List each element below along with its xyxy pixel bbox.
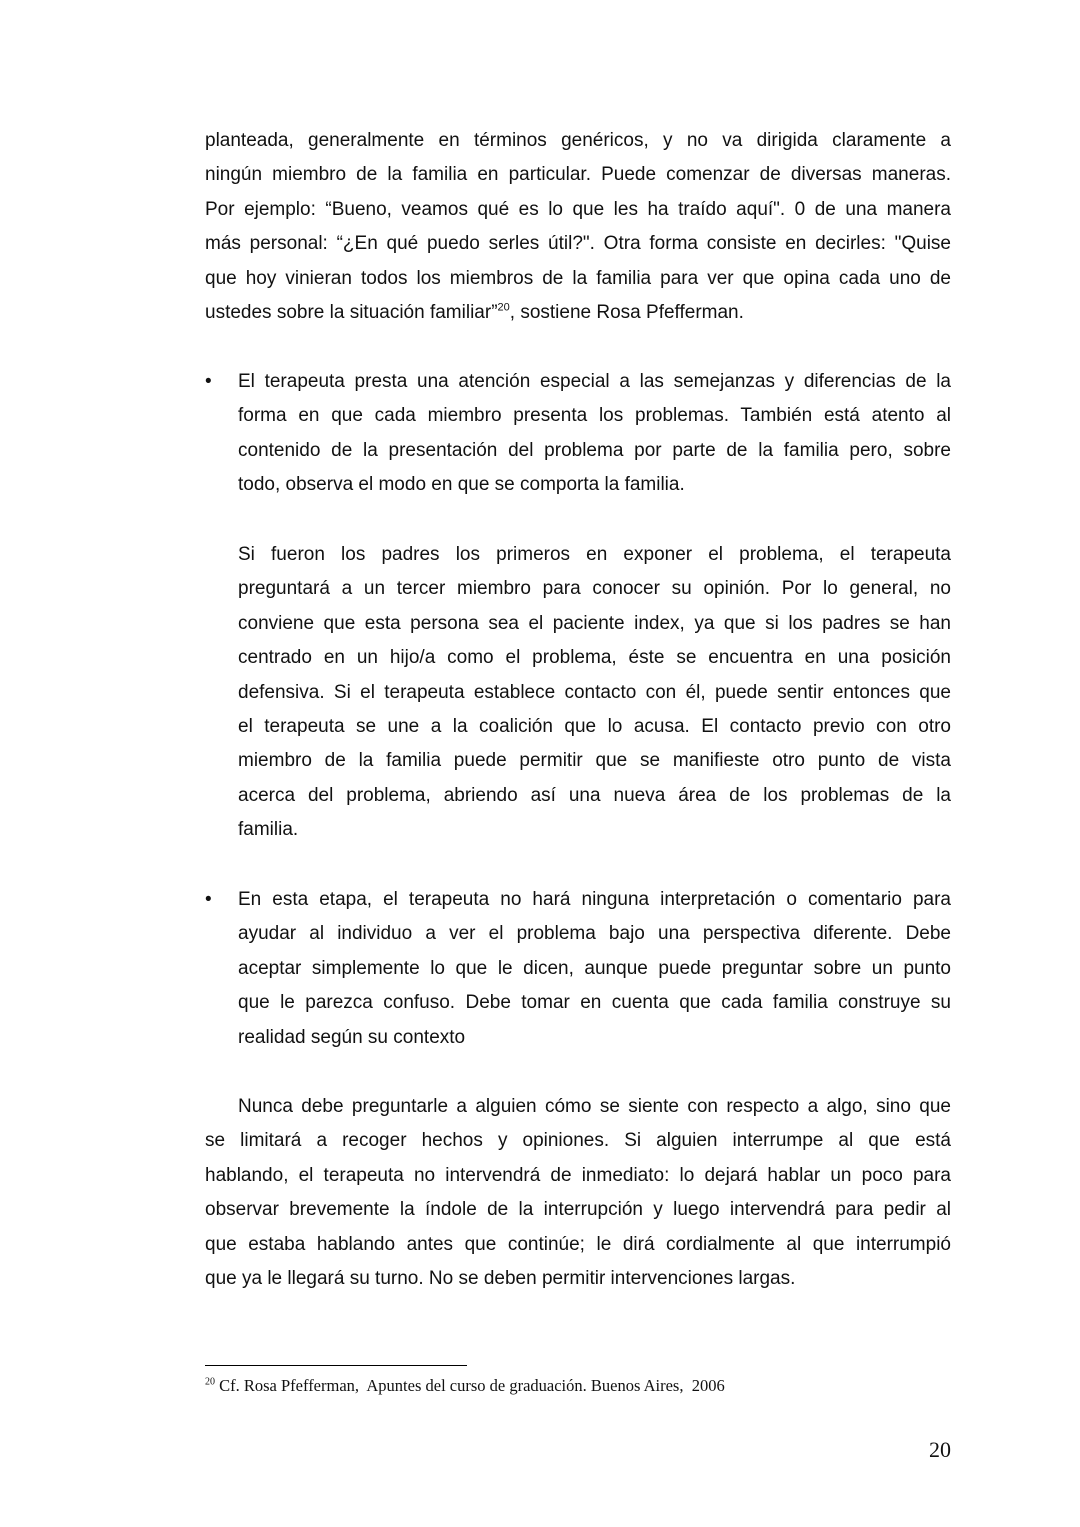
text-line: planteada, generalmente en términos genéricos, y no va dirigida claramente a: [205, 130, 951, 151]
bullet-item-2: [205, 883, 951, 1055]
text-line: Por ejemplo: “Bueno, veamos qué es lo que les ha traído aquí". 0 de una manera: [205, 198, 951, 220]
text-segment: , sostiene Rosa Pfefferman.: [509, 301, 744, 323]
text-line: miembro de la familia puede permitir que se manifieste otro punto de vista: [238, 750, 951, 772]
text-line: El terapeuta presta una atención especial a las semejanzas y diferencias de la: [238, 371, 951, 392]
text-line: conviene que esta persona sea el paciente index, ya que si los padres se han: [238, 612, 951, 634]
text-line: que le parezca confuso. Debe tomar en cuenta que cada familia construye su: [238, 992, 951, 1014]
text-line: que hoy vinieran todos los miembros de la familia para ver que opina cada uno de: [205, 267, 951, 289]
bullet-icon: •: [205, 889, 212, 910]
text-line: ayudar al individuo a ver el problema bajo una perspectiva diferente. Debe: [238, 923, 951, 945]
text-line: defensiva. Si el terapeuta establece contacto con él, puede sentir entonces que: [238, 681, 951, 703]
bullet-item-1-continuation: [205, 538, 951, 848]
text-line: más personal: “¿En qué puedo serles útil?". Otra forma consiste en decirles: "Quise: [205, 233, 951, 255]
footnote-number: 20: [205, 1376, 215, 1388]
text-segment: ustedes sobre la situación familiar”: [205, 301, 498, 323]
text-line: el terapeuta se une a la coalición que lo acusa. El contacto previo con otro: [238, 715, 951, 737]
text-line: contenido de la presentación del problema por parte de la familia pero, sobre: [238, 439, 951, 461]
text-line: Nunca debe preguntarle a alguien cómo se siente con respecto a algo, sino que: [238, 1096, 951, 1117]
text-line: que ya le llegará su turno. No se deben permitir intervenciones largas.: [205, 1267, 796, 1289]
page-number: 20: [929, 1437, 951, 1462]
text-line: observar brevemente la índole de la interrupción y luego intervendrá para pedir al: [205, 1199, 951, 1221]
text-line: En esta etapa, el terapeuta no hará ninguna interpretación o comentario para: [238, 889, 951, 910]
footnote-separator: [205, 1365, 467, 1366]
footnote: [205, 1376, 725, 1396]
text-line: todo, observa el modo en que se comporta la familia.: [238, 474, 685, 496]
text-line: familia.: [238, 819, 299, 841]
text-line: hablando, el terapeuta no intervendrá de inmediato: lo dejará hablar un poco para: [205, 1164, 951, 1186]
text-line: ningún miembro de la familia en particular. Puede comenzar de diversas maneras.: [205, 164, 951, 186]
paragraph-intro: [205, 124, 951, 330]
text-line: forma en que cada miembro presenta los problemas. También está atento al: [238, 405, 951, 427]
bullet-icon: •: [205, 371, 212, 392]
text-line: se limitará a recoger hechos y opiniones. Si alguien interrumpe al que está: [205, 1130, 951, 1152]
text-line: [205, 296, 951, 330]
footnote-reference: 20: [497, 301, 510, 314]
text-line: Si fueron los padres los primeros en exponer el problema, el terapeuta: [238, 544, 951, 565]
text-line: que estaba hablando antes que continúe; le dirá cordialmente al que interrumpió: [205, 1233, 951, 1255]
text-line: centrado en un hijo/a como el problema, éste se encuentra en una posición: [238, 647, 951, 669]
bullet-item-1: [205, 365, 951, 503]
paragraph-closing: [205, 1090, 951, 1296]
footnote-text: Cf. Rosa Pfefferman, Apuntes del curso de graduación. Buenos Aires, 2006: [215, 1376, 725, 1395]
text-line: acerca del problema, abriendo así una nueva área de los problemas de la: [238, 784, 951, 806]
text-line: preguntará a un tercer miembro para conocer su opinión. Por lo general, no: [238, 578, 951, 600]
text-line: realidad según su contexto: [238, 1026, 466, 1048]
text-line: aceptar simplemente lo que le dicen, aunque puede preguntar sobre un punto: [238, 957, 951, 979]
